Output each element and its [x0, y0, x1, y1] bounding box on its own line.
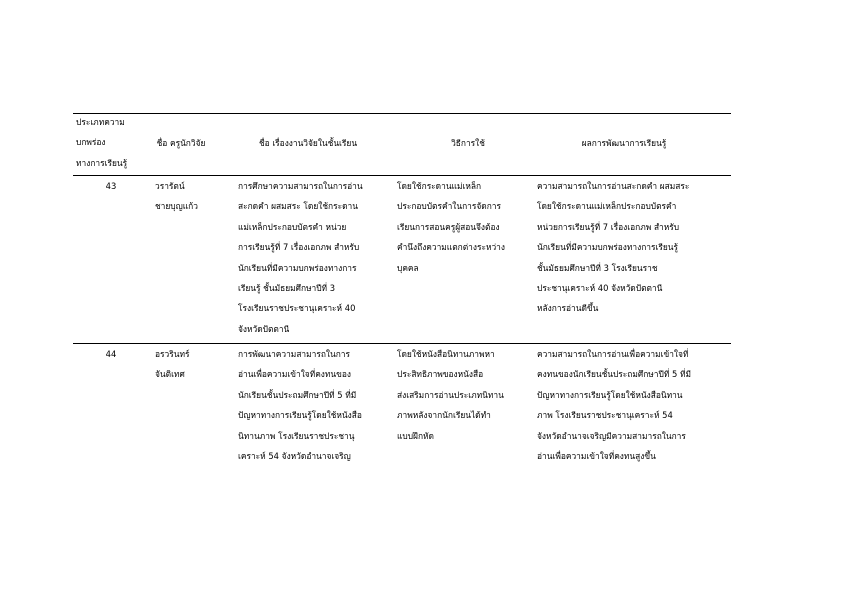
result-line: ภาพ โรงเรียนราชประชานุเคราะห์ 54	[537, 410, 673, 421]
row-title	[238, 176, 363, 339]
header-researcher: ชื่อ ครูนักวิจัย	[156, 138, 206, 148]
title-line: ปัญหาทางการเรียนรู้โดยใช้หนังสือ	[238, 410, 362, 421]
row-method	[397, 344, 504, 446]
title-line: โรงเรียนราชประชานุเคราะห์ 40	[238, 303, 356, 314]
result-line: ปัญหาทางการเรียนรู้โดยใช้หนังสือนิทาน	[537, 389, 683, 400]
title-line: เคราะห์ 54 จังหวัดอำนาจเจริญ	[238, 450, 351, 461]
method-line: โดยใช้กระดานแม่เหล็ก	[397, 181, 482, 191]
header-type-line: ทางการเรียนรู้	[76, 157, 128, 168]
title-line: นิทานภาพ โรงเรียนราชประชานุ	[238, 430, 355, 441]
row-result	[537, 344, 691, 466]
title-line: แม่เหล็กประกอบบัตรคำ หน่วย	[238, 221, 347, 232]
row-number: 44	[105, 349, 117, 359]
title-line: นักเรียนที่มีความบกพร่องทางการ	[238, 262, 357, 273]
title-line: การพัฒนาความสามารถในการ	[238, 349, 351, 359]
title-line: อ่านเพื่อความเข้าใจที่คงทนของ	[238, 369, 351, 380]
result-line: ชั้นมัธยมศึกษาปีที่ 3 โรงเรียนราช	[537, 262, 658, 273]
row-result	[537, 176, 689, 319]
method-line: โดยใช้หนังสือนิทานภาพหา	[397, 349, 495, 359]
researcher-line: อรวรินทร์	[155, 349, 190, 359]
result-line: ประชานุเคราะห์ 40 จังหวัดปัตตานี	[537, 282, 663, 293]
result-line: อ่านเพื่อความเข้าใจที่คงทนสูงขึ้น	[537, 450, 656, 461]
row-researcher	[155, 344, 189, 385]
header-type-line: บกพร่อง	[76, 137, 106, 148]
result-line: หน่วยการเรียนรู้ที่ 7 เรื่องเอกภพ สำหรับ	[537, 221, 680, 232]
result-line: หลังการอ่านดีขึ้น	[537, 303, 599, 314]
result-line: ความสามารถในการอ่านสะกดคำ ผสมสระ	[537, 181, 690, 191]
researcher-line: ชายบุญแก้ว	[155, 201, 198, 212]
result-line: โดยใช้กระดานแม่เหล็กประกอบบัตรคำ	[537, 201, 677, 212]
header-title: ชื่อ เรื่องงานวิจัยในชั้นเรียน	[258, 138, 358, 148]
row-researcher	[155, 176, 198, 217]
method-line: ส่งเสริมการอ่านประเภทนิทาน	[397, 389, 504, 400]
method-line: ภาพหลังจากนักเรียนได้ทำ	[397, 410, 491, 421]
method-line: แบบฝึกหัด	[397, 430, 434, 441]
header-type-line: ประเภทความ	[76, 117, 125, 127]
table-top-rule	[73, 113, 731, 114]
title-line: การศึกษาความสามารถในการอ่าน	[238, 181, 363, 191]
researcher-line: จันติเทศ	[155, 369, 185, 380]
method-line: ประกอบบัตรคำในการจัดการ	[397, 201, 501, 212]
method-line: คำนึงถึงความแตกต่างระหว่าง	[397, 242, 505, 253]
result-line: ความสามารถในการอ่านเพื่อความเข้าใจที่	[537, 349, 689, 359]
title-line: นักเรียนชั้นประถมศึกษาปีที่ 5 ที่มี	[238, 389, 357, 400]
header-type	[76, 112, 127, 173]
header-method: วิธีการใช้	[451, 138, 485, 148]
researcher-line: วรารัตน์	[155, 181, 185, 191]
result-line: จังหวัดอำนาจเจริญมีความสามารถในการ	[537, 430, 686, 441]
method-line: เรียนการสอนครูผู้สอนจึงต้อง	[397, 221, 500, 232]
row-number: 43	[105, 181, 117, 191]
header-result: ผลการพัฒนาการเรียนรู้	[581, 138, 667, 148]
row-method	[397, 176, 505, 278]
title-line: จังหวัดปัตตานี	[238, 323, 290, 334]
method-line: บุคคล	[397, 262, 419, 273]
title-line: เรียนรู้ ชั้นมัธยมศึกษาปีที่ 3	[238, 282, 336, 293]
row-title	[238, 344, 362, 466]
result-line: คงทนของนักเรียนชั้นประถมศึกษาปีที่ 5 ที่มี	[537, 369, 692, 380]
method-line: ประสิทธิภาพของหนังสือ	[397, 369, 484, 380]
title-line: การเรียนรู้ที่ 7 เรื่องเอกภพ สำหรับ	[238, 242, 360, 253]
result-line: นักเรียนที่มีความบกพร่องทางการเรียนรู้	[537, 242, 678, 253]
title-line: สะกดคำ ผสมสระ โดยใช้กระดาน	[238, 201, 358, 212]
